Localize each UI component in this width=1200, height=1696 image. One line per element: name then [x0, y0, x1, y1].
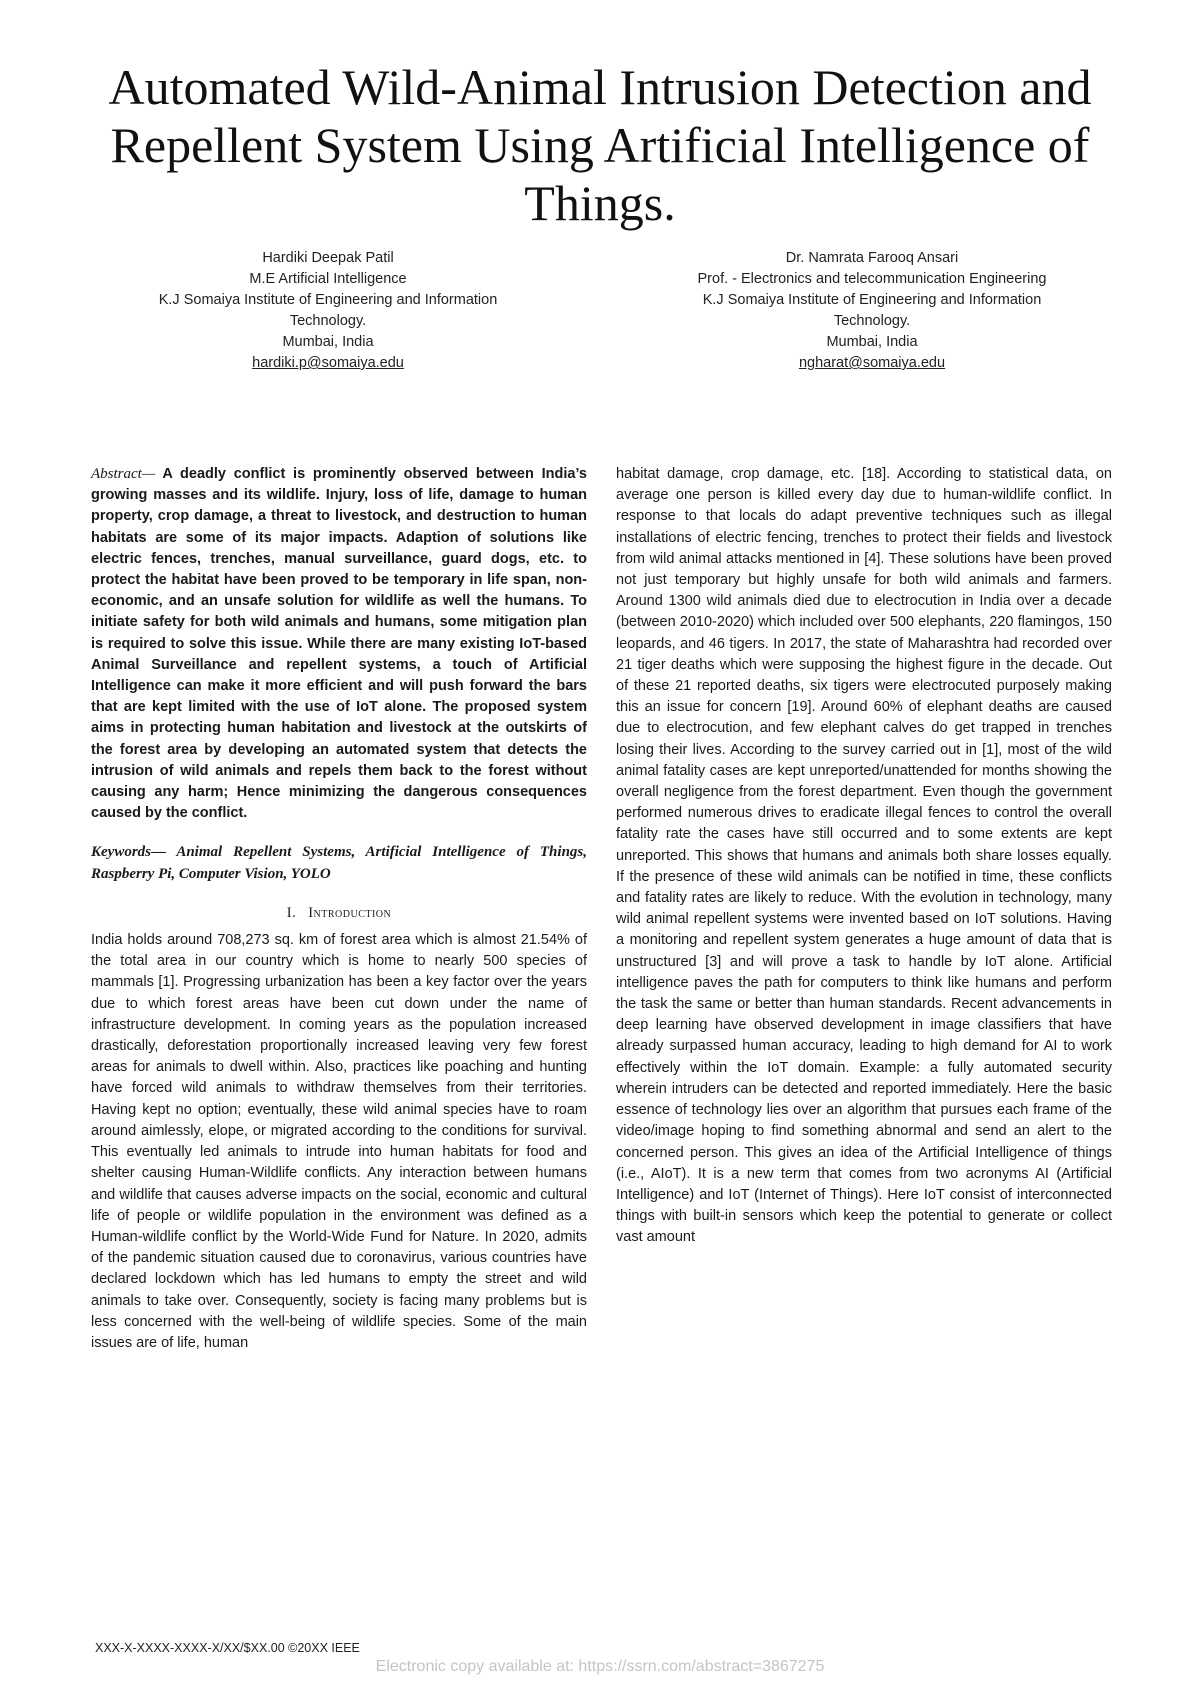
author-location: Mumbai, India — [282, 334, 374, 350]
section-number: I. — [286, 904, 297, 921]
author-name: Dr. Namrata Farooq Ansari — [785, 250, 959, 266]
abstract — [91, 464, 587, 824]
ssrn-watermark: Electronic copy available at: https://ssrn.com/abstract=3867275 — [375, 1658, 825, 1675]
keywords-label: Keywords— — [91, 844, 166, 861]
author-role: Prof. - Electronics and telecommunication Engineering — [697, 271, 1047, 287]
author-affiliation-cont: Technology. — [289, 313, 367, 329]
author-location: Mumbai, India — [826, 334, 918, 350]
paper-title: Automated Wild-Animal Intrusion Detection and Repellent System Using Artificial Intelligence of Things. — [108, 59, 1092, 231]
abstract-label: Abstract— — [91, 466, 156, 482]
author-email-link[interactable]: hardiki.p@somaiya.edu — [252, 355, 404, 371]
footer-copyright-code: XXX-X-XXXX-XXXX-X/XX/$XX.00 ©20XX IEEE — [95, 1641, 360, 1655]
author-email-link[interactable]: ngharat@somaiya.edu — [798, 355, 946, 371]
author-affiliation: K.J Somaiya Institute of Engineering and Information — [702, 292, 1042, 308]
keywords — [91, 842, 587, 884]
right-column — [616, 464, 1112, 1249]
author-role: M.E Artificial Intelligence — [249, 271, 407, 287]
author-affiliation: K.J Somaiya Institute of Engineering and Information — [158, 292, 498, 308]
section-heading-introduction — [91, 903, 587, 924]
section-title: Introduction — [308, 904, 392, 921]
intro-paragraph-part-1: India holds around 708,273 sq. km of forest area which is almost 21.54% of the total area in our country which is home to nearly 500 species of mammals [1]. Progressing urbanization has been a key factor over the years due to which forest areas have been cut down under the name of infrastructure development. In coming years as the population increased drastically, deforestation proportionally increased leaving very few forest areas for animals to dwell within. Also, practices like poaching and hunting have forced wild animals to withdraw themselves from their territories. Having kept no option; eventually, these wild animal species have to roam around aimlessly, elope, or migrated according to the conditions for survival. This eventually led animals to intrude into human habitats for food and shelter causing Human-Wildlife conflicts. Any interaction between humans and wildlife that causes adverse impacts on the social, economic and cultural life of people or wildlife population in the environment was defined as a Human-wildlife conflict by the World-Wide Fund for Nature. In 2020, admits of the pandemic situation caused due to coronavirus, various countries have declared lockdown which has led humans to empty the street and wild animals to take over. Consequently, society is facing many problems but is less concerned with the well-being of wildlife species. Some of the main issues are of life, human — [91, 932, 587, 1351]
author-block-1 — [108, 248, 548, 374]
abstract-text: A deadly conflict is prominently observed between India’s growing masses and its wildlife. Injury, loss of life, damage to human property, crop damage, a threat to livestock, and destruction to human habitats are some of its major impacts. Adaption of solutions like electric fences, trenches, manual surveillance, guard dogs, etc. to protect the habitat have been proved to be temporary in life span, non- economic, and an unsafe solution for wildlife as well the humans. To initiate safety for both wild animals and humans, some mitigation plan is required to solve this issue. While there are many existing IoT-based Animal Surveillance and repellent systems, a touch of Artificial Intelligence can make it more efficient and will push forward the bars that are kept limited with the use of IoT alone. The proposed system aims in protecting human habitation and livestock at the outskirts of the forest area by developing an automated system that detects the intrusion of wild animals and repels them back to the forest without causing any harm; Hence minimizing the dangerous consequences caused by the conflict. — [91, 466, 587, 822]
author-block-2 — [652, 248, 1092, 374]
author-name: Hardiki Deepak Patil — [262, 250, 394, 266]
author-affiliation-cont: Technology. — [833, 313, 911, 329]
intro-paragraph-part-2: habitat damage, crop damage, etc. [18]. According to statistical data, on average one person is killed every day due to human-wildlife conflict. In response to that locals do adapt preventive techniques such as illegal installations of electric fencing, trenches to protect their fields and livestock from wild animal attacks mentioned in [4]. These solutions have been proved not just temporary but highly unsafe for both wild animals and farmers. Around 1300 wild animals died due to electrocution in India over a decade (between 2010-2020) which included over 500 elephants, 220 flamingos, 150 leopards, and 46 tigers. In 2017, the state of Maharashtra had recorded over 21 tiger deaths which were supposing the highest figure in the decade. Out of these 21 reported deaths, six tigers were electrocuted purposely making this an issue for concern [19]. Around 60% of elephant deaths are caused due to electrocution, and few elephant calves do get trapped in trenches losing their lives. According to the survey carried out in [1], most of the wild animal fatality cases are kept unreported/unattended for months showing the overall negligence from the forest department. Even though the government performed numerous drives to eradicate illegal fences to control the overall fatality rate the cases have still occurred and to some extents are kept unreported. This shows that humans and animals both share losses equally. If the presence of these wild animals can be notified in time, these conflicts and fatality rates are likely to reduce. With the evolution in technology, many wild animal repellent systems were invented based on IoT solutions. Having a monitoring and repellent system generates a huge amount of data that is unstructured [3] and will prove a task to handle by IoT alone. Artificial intelligence paves the path for computers to think like humans and perform the task the same or better than human standards. Recent advancements in deep learning have observed development in image classifiers that have already surpassed human accuracy, leading to high demand for AI to work effectively within the IoT domain. Example: a fully automated security wherein intruders can be detected and reported immediately. Here the basic essence of technology lies over an algorithm that pursues each frame of the video/image hoping to find something abnormal and send an alert to the concerned person. This gives an idea of the Artificial Intelligence of things (i.e., AIoT). It is a new term that comes from two acronyms AI (Artificial Intelligence) and IoT (Internet of Things). Here IoT consist of interconnected things with built-in sensors which keep the potential to generate or collect vast amount — [616, 466, 1112, 1246]
keywords-text: Animal Repellent Systems, Artificial Intelligence of Things, Raspberry Pi, Computer Vision, YOLO — [91, 844, 587, 882]
left-column — [91, 464, 587, 1354]
